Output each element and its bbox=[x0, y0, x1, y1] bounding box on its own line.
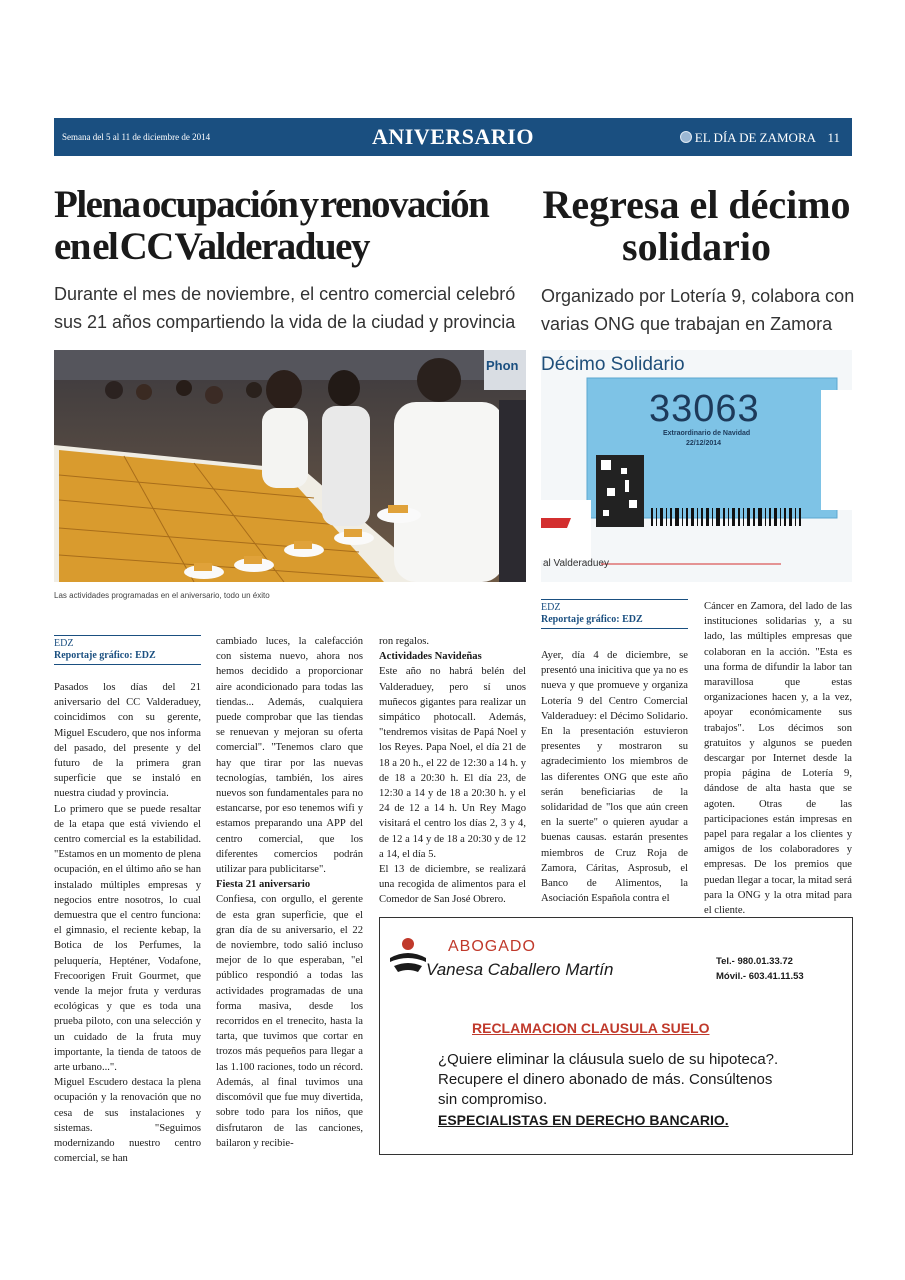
cake-photo-illustration bbox=[54, 350, 526, 582]
article1-subheading-navidad: Actividades Navideñas bbox=[379, 651, 482, 663]
ticket-draw: Extraordinario de Navidad bbox=[663, 430, 751, 437]
article1-byline-photo: Reportaje gráfico: EDZ bbox=[54, 650, 156, 661]
article2-title-line1: Regresa el décimo bbox=[542, 182, 851, 227]
article1-title-line1: Plena ocupación y renovación bbox=[54, 183, 489, 226]
article1-col3-p1: ron regalos. bbox=[379, 636, 430, 647]
article2-column1 bbox=[541, 648, 688, 906]
ad-body: ¿Quiere eliminar la cláusula suelo de su hipoteca?. Recupere el dinero abonado de más. Consúltenos sin compromiso. bbox=[438, 1051, 779, 1108]
ad-headline: RECLAMACION CLAUSULA SUELO bbox=[472, 1020, 710, 1036]
article1-col1-p1: Pasados los días del 21 aniversario del CC Valderaduey, coincidimos con su gerente, Miguel Escudero, que nos informa del pasado, del presente y del futuro de la primera gran superficie que se instaló en nuestra ciudad y provincia. bbox=[54, 682, 201, 800]
issue-date: Semana del 5 al 11 de diciembre de 2014 bbox=[62, 132, 211, 142]
ticket-illustration bbox=[541, 350, 852, 582]
article1-column2 bbox=[216, 634, 363, 1151]
page-number: 11 bbox=[827, 130, 840, 145]
article2-dek: Organizado por Lotería 9, colabora con varias ONG que trabajan en Zamora bbox=[541, 286, 855, 334]
article2-title bbox=[541, 184, 852, 268]
ad-tagline: ESPECIALISTAS EN DERECHO BANCARIO. bbox=[438, 1112, 729, 1128]
section-header-bar bbox=[54, 118, 852, 156]
svg-text:Phon: Phon bbox=[486, 358, 519, 373]
article1-col3-p2: Este año no habrá belén del Valderaduey, pero sí unos muñecos gigantes para realizar un simpático photocall. Además, "tendremos visitas de Papá Noel y los Reyes. Papa Noel, el día 21 de 18 a 20 h., el 22 de 12:30 a 14 h. y de 18 a 20:30 h. El día 23, de 12:30 a 14 y de 18 a 20:30 h. y el 24 de 12 a 14 h. Un Rey Mago visitará el centro los días 2, 3 y 4, de 12 a 14 y de 18 a 20:30 y de 12 a 14, el día 5. bbox=[379, 666, 526, 860]
article1-subheading-fiesta: Fiesta 21 aniversario bbox=[216, 879, 311, 891]
article2-byline bbox=[541, 599, 688, 629]
article1-column1 bbox=[54, 680, 201, 1167]
article1-col2-p1: cambiado luces, la calefacción con sistema nuevo, ahora nos hemos decidido a proporcionar aire acondicionado para todas las tiendas... Además, cualquiera puede comprobar que las tiendas se renuevan y mejoran su oferta comercial". "Tenemos claro que hay que tirar por las nuevas tecnologías, también, los aires nuevos son fundamentales para no estancarse, por eso tenemos wifi y estamos preparando una APP del centro comercial, que los diferentes comercios podrán utilizar para publicitarse". bbox=[216, 636, 363, 876]
article1-byline-author: EDZ bbox=[54, 638, 74, 649]
ticket-promo: al Valderaduey bbox=[543, 558, 609, 569]
article2-col1-p1: Ayer, día 4 de diciembre, se presentó una inicitiva que ya no es nueva y que promueve y organiza Lotería 9 del Centro Comercial Valderaduey: el Décimo Solidario. En la presentación estuvieron presentes y mostraron su agradecimiento los miembros de las diferentes ONG que este año serán beneficiarias de la solidaridad de "los que aún creen en la suerte" o quieren ayudar a buenas causas. estarán presentes miembros de Cruz Roja de Zamora, Cáritas, Asprosub, el Banco de Alimentos, la Asociación Española contra el bbox=[541, 650, 688, 905]
lottery-ticket-photo bbox=[541, 350, 852, 582]
ticket-title: Décimo Solidario bbox=[541, 354, 685, 375]
ticket-number: 33063 bbox=[649, 388, 760, 430]
article1-col3-p3: El 13 de diciembre, se realizará una recogida de alimentos para el Comedor de San José Obrero. bbox=[379, 864, 526, 906]
ad-phone: Tel.- 980.01.33.72 bbox=[716, 956, 793, 967]
article1-col1-p2: Lo primero que se puede resaltar de la etapa que está viviendo el centro comercial es la estabilidad. "Estamos en un momento de plena ocupación, en el último año se han instalado múltiples empresas y negocios entre nosotros, lo cual demuestra que el centro funciona: el gimnasio, el reciente kebap, la Botica de los Perfumes, la peluquería, Hepténer, Vodafone, Frecoorigen Fruit Gourmet, que vende la mejor fruta y verduras ecológicas y que es toda una prueba piloto, con una selección y un cuidado de la fruta muy importante, la tienda de tatoos de arte urbano...". bbox=[54, 803, 202, 1074]
article1-col1-p3: Miguel Escudero destaca la plena ocupación y la renovación que no cesa de sus instalaciones y sistemas. "Seguimos modernizando nuestro centro comercial, se han bbox=[54, 1077, 201, 1165]
article1-dek: Durante el mes de noviembre, el centro comercial celebró sus 21 años compartiendo la vida de la ciudad y provincia bbox=[54, 284, 516, 332]
article2-byline-photo: Reportaje gráfico: EDZ bbox=[541, 614, 643, 625]
article1-title-line2: en el CC Valderaduey bbox=[54, 225, 369, 268]
ad-mobile: Móvil.- 603.41.11.53 bbox=[716, 971, 804, 982]
ad-lawyer-name: Vanesa Caballero Martín bbox=[426, 960, 614, 979]
article2-column2 bbox=[704, 599, 852, 918]
ticket-date: 22/12/2014 bbox=[686, 440, 722, 447]
article2-byline-author: EDZ bbox=[541, 602, 561, 613]
newspaper-name: EL DÍA DE ZAMORA bbox=[680, 130, 816, 146]
article1-column3 bbox=[379, 634, 526, 908]
article1-title bbox=[54, 184, 529, 268]
section-title: ANIVERSARIO bbox=[372, 124, 534, 149]
article2-col2-p1: Cáncer en Zamora, del lado de las instituciones solidarias y, a su lado, las múltiples empresas que colaboran en la acción. "Esta es una forma de difundir la labor tan maravillosa que estas organizaciones hacen y, a la vez, apoyar económicamente sus trabajos". Los décimos son gratuitos y algunos se pueden descargar por Internet desde la propia página de Lotería 9, dándose de alta hasta que se agoten. Otras de las participaciones están impresas en papel para regalar a los clientes y amigos de los colaboradores y empresas. De los premios que puedan llegar a tocar, la mitad será para la ONG y la otra mitad para el cliente. bbox=[704, 601, 852, 917]
article2-title-line2: solidario bbox=[622, 224, 771, 269]
lawyer-advertisement bbox=[379, 917, 853, 1155]
photo-caption: Las actividades programadas en el aniversario, todo un éxito bbox=[54, 591, 270, 600]
ad-profession: ABOGADO bbox=[448, 938, 536, 955]
article1-col2-p2: Confiesa, con orgullo, el gerente de esta gran superficie, que el gran día de su aniversario, el 22 de noviembre, todo salió incluso mejor de lo que esperaban, "el público respondió a todas las actividades programadas de una forma masiva, desde los recorridos en el trenecito, hasta la tarta, que tuvimos que cortar en trozos más pequeños para llegar a las 1.100 raciones, todo un récord. Además, al final tuvimos una discomóvil que fue muy divertida, sobre todo para los niños, que disfrutaron de las canciones, bailaron y recibie- bbox=[216, 894, 363, 1149]
article1-byline bbox=[54, 635, 201, 665]
anniversary-photo bbox=[54, 350, 526, 582]
lawyer-logo-icon bbox=[388, 932, 428, 976]
logo-dot-icon bbox=[680, 131, 692, 143]
